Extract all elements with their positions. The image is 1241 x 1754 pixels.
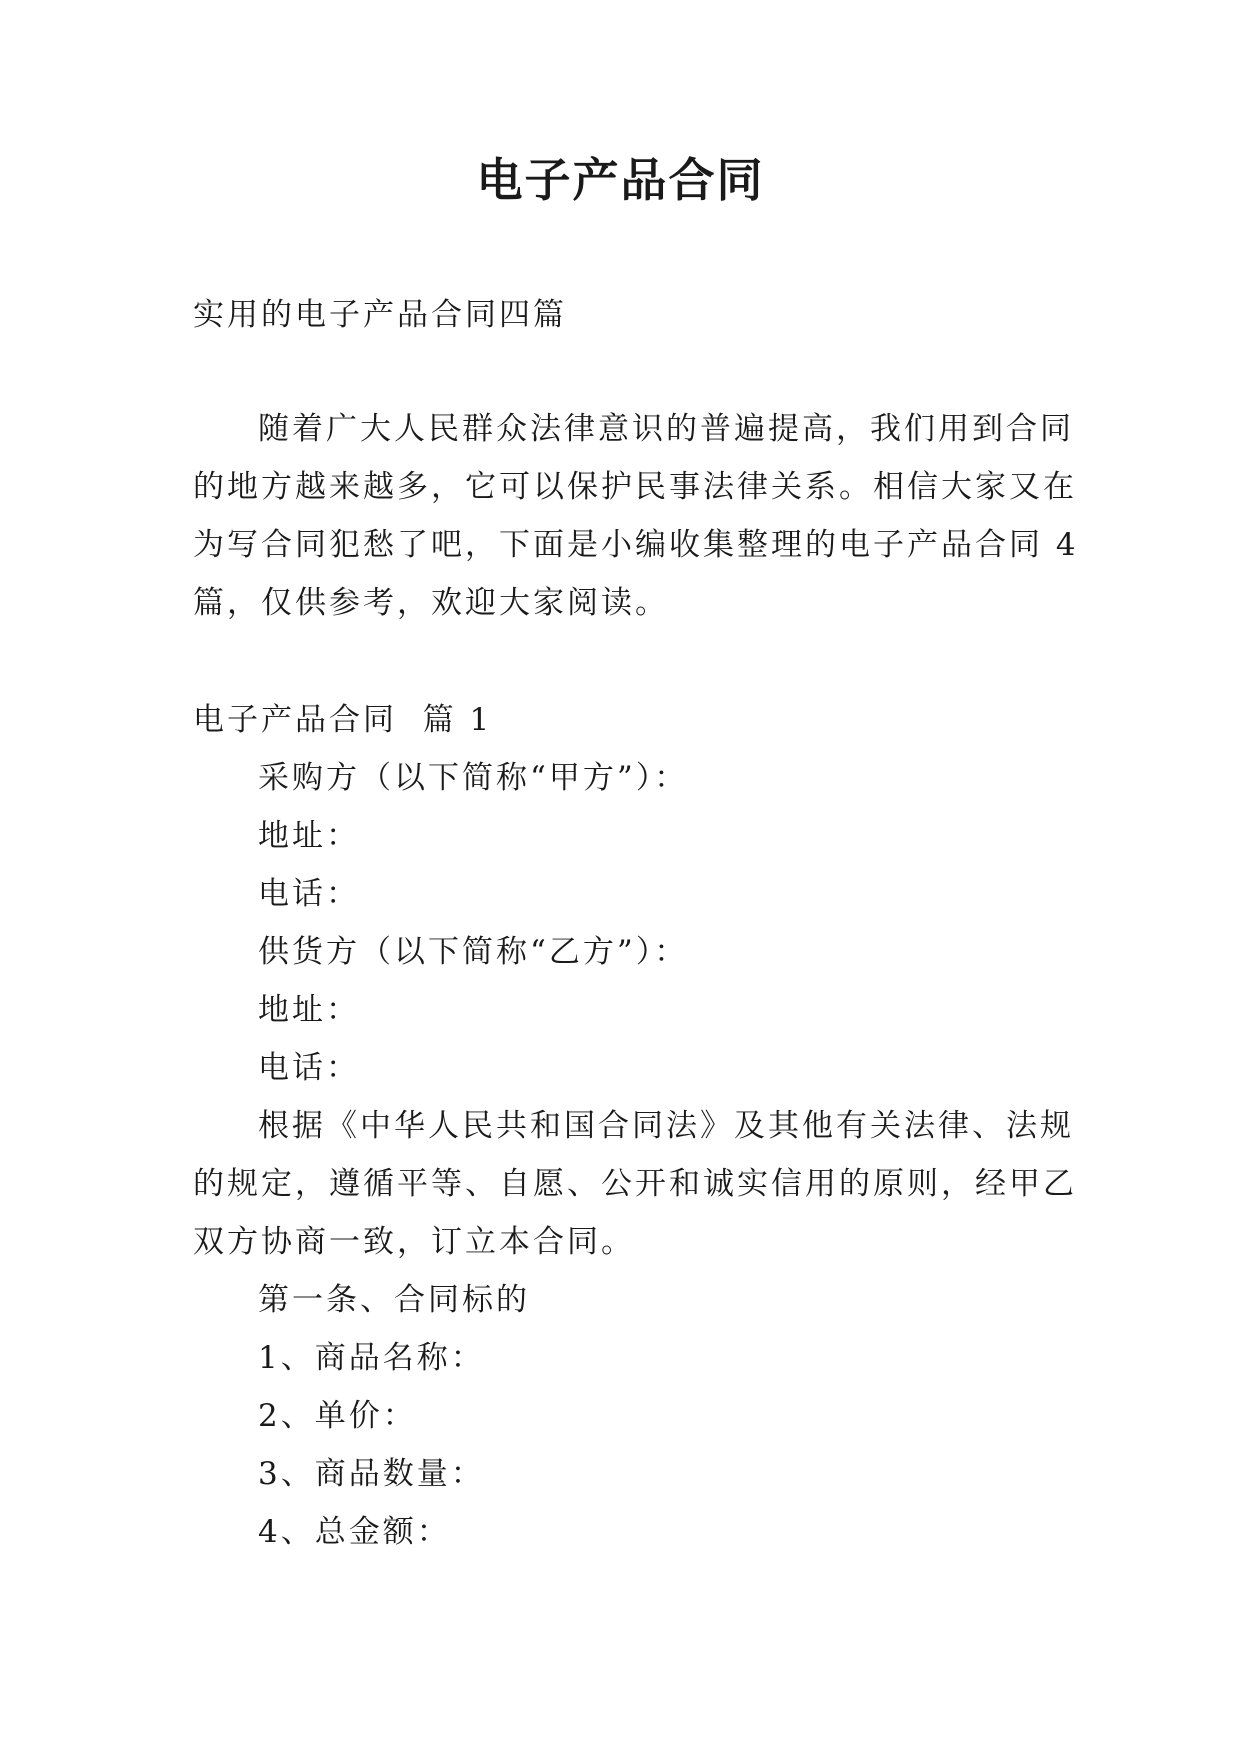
basis-line-2: 的规定，遵循平等、自愿、公开和诚实信用的原则，经甲乙 bbox=[193, 1166, 1077, 1202]
party-a-phone: 电话： bbox=[258, 876, 360, 912]
item-unit-price: 2、单价： bbox=[258, 1398, 417, 1434]
document-subtitle: 实用的电子产品合同四篇 bbox=[193, 297, 567, 333]
item-product-name: 1、商品名称： bbox=[258, 1340, 485, 1376]
party-a-label: 采购方（以下简称“甲方”）： bbox=[258, 760, 689, 796]
intro-line-2: 的地方越来越多，它可以保护民事法律关系。相信大家又在 bbox=[193, 469, 1077, 505]
document-title: 电子产品合同 bbox=[476, 153, 765, 207]
party-b-address: 地址： bbox=[258, 992, 360, 1028]
section-heading: 电子产品合同 篇 1 bbox=[193, 702, 493, 738]
item-total-amount: 4、总金额： bbox=[258, 1514, 451, 1550]
intro-line-3: 为写合同犯愁了吧，下面是小编收集整理的电子产品合同 4 bbox=[193, 527, 1079, 563]
basis-line-1: 根据《中华人民共和国合同法》及其他有关法律、法规 bbox=[258, 1108, 1074, 1144]
intro-line-1: 随着广大人民群众法律意识的普遍提高，我们用到合同 bbox=[258, 411, 1074, 447]
party-a-address: 地址： bbox=[258, 818, 360, 854]
intro-line-4: 篇，仅供参考，欢迎大家阅读。 bbox=[193, 585, 669, 621]
article-1-heading: 第一条、合同标的 bbox=[258, 1282, 530, 1318]
party-b-phone: 电话： bbox=[258, 1050, 360, 1086]
item-quantity: 3、商品数量： bbox=[258, 1456, 485, 1492]
party-b-label: 供货方（以下简称“乙方”）： bbox=[258, 934, 689, 970]
basis-line-3: 双方协商一致，订立本合同。 bbox=[193, 1224, 635, 1260]
